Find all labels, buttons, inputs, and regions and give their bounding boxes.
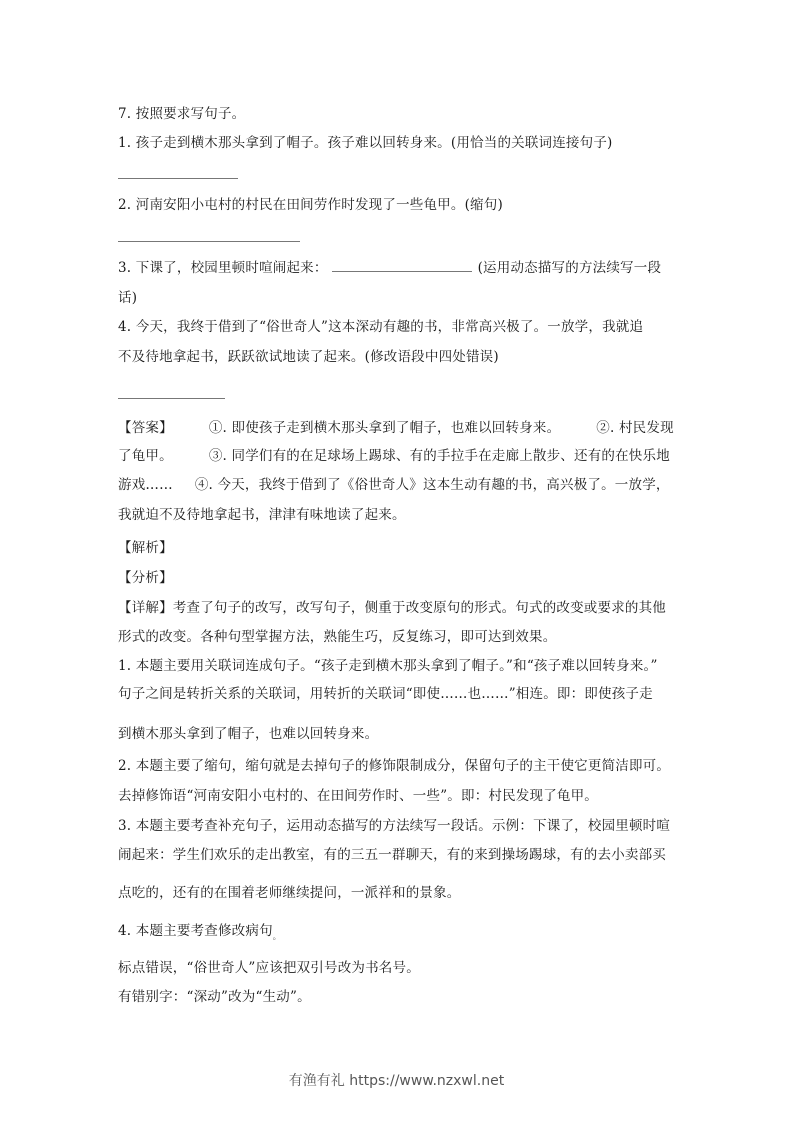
- explanation-2-line-1: 2. 本题主要了缩句，缩句就是去掉句子的修饰限制成分，保留句子的主干使它更简洁即可。: [118, 758, 671, 774]
- answer-line-1: [118, 419, 678, 437]
- answer-3-part-1: ③. 同学们有的在足球场上踢球、有的手拉手在走廊上散步、还有的在快乐地: [208, 448, 670, 464]
- answer-line-4: 我就迫不及待地拿起书，津津有味地读了起来。: [118, 507, 406, 523]
- question-item-4-line-2: 不及待地拿起书，跃跃欲试地读了起来。(修改语段中四处错误): [118, 349, 499, 365]
- question-item-3-prefix: 3. 下课了，校园里顿时喧闹起来：: [118, 260, 328, 276]
- explanation-1-line-3: 到横木那头拿到了帽子，也难以回转身来。: [118, 726, 379, 742]
- detail-text-1: 考查了句子的改写，改写句子，侧重于改变原句的形式。句式的改变或要求的其他: [172, 600, 667, 616]
- answer-label: 【答案】: [118, 420, 173, 436]
- answer-blank-line-1: [118, 178, 238, 179]
- question-item-3: [118, 259, 678, 277]
- explanation-4-line-3: 有错别字：“深动”改为“生动”。: [118, 989, 311, 1005]
- explanation-4-line-2: 标点错误，“俗世奇人”应该把双引号改为书名号。: [118, 960, 420, 976]
- answer-2-part-1: ②. 村民发现: [596, 420, 674, 436]
- answer-2-part-2: 了龟甲。: [118, 448, 173, 464]
- answer-blank-line-4: [118, 398, 225, 399]
- inline-blank-field: [332, 259, 472, 272]
- period-mark: 。: [272, 932, 281, 941]
- question-item-3-suffix: (运用动态描写的方法续写一段: [477, 260, 662, 276]
- question-item-2: 2. 河南安阳小屯村的村民在田间劳作时发现了一些龟甲。(缩句): [118, 197, 503, 213]
- detail-line-1: [118, 599, 678, 617]
- answer-line-2: [118, 447, 678, 465]
- answer-blank-line-2: [118, 241, 300, 242]
- answer-1: ①. 即使孩子走到横木那头拿到了帽子，也难以回转身来。: [208, 420, 561, 436]
- question-title: 7. 按照要求写句子。: [118, 106, 246, 122]
- answer-3-part-2: 游戏……: [118, 477, 173, 493]
- explanation-3-line-1: 3. 本题主要考查补充句子，运用动态描写的方法续写一段话。示例：下课了，校园里顿时喧: [118, 818, 671, 834]
- detail-line-2: 形式的改变。各种句型掌握方法，熟能生巧，反复练习，即可达到效果。: [118, 629, 557, 645]
- explanation-4-text: 4. 本题主要考查修改病句: [118, 923, 273, 939]
- question-item-1: 1. 孩子走到横木那头拿到了帽子。孩子难以回转身来。(用恰当的关联词连接句子): [118, 135, 613, 151]
- explanation-1-line-2: 句子之间是转折关系的关联词，用转折的关联词“即使……也……”相连。即：即使孩子走: [118, 686, 653, 702]
- analysis-label: 【解析】: [118, 540, 173, 556]
- explanation-1-line-1: 1. 本题主要用关联词连成句子。“孩子走到横木那头拿到了帽子。”和“孩子难以回转身来。”: [118, 658, 658, 674]
- footer-watermark: 有渔有礼 https://www.nzxwl.net: [288, 1073, 505, 1089]
- answer-line-3: [118, 476, 678, 494]
- explanation-4-line-1: [118, 922, 678, 946]
- question-item-4-line-1: 4. 今天，我终于借到了“俗世奇人”这本深动有趣的书，非常高兴极了。一放学，我就追: [118, 319, 644, 335]
- explanation-3-line-3: 点吃的，还有的在围着老师继续提问，一派祥和的景象。: [118, 885, 461, 901]
- explanation-3-line-2: 闹起来：学生们欢乐的走出教室，有的三五一群聊天，有的来到操场踢球，有的去小卖部买: [118, 847, 666, 863]
- detail-label: 【详解】: [118, 600, 173, 616]
- explanation-2-line-2: 去掉修饰语“河南安阳小屯村的、在田间劳作时、一些”。即：村民发现了龟甲。: [118, 788, 599, 804]
- answer-4-part-1: ④. 今天，我终于借到了《俗世奇人》这本生动有趣的书，高兴极了。一放学，: [194, 477, 670, 493]
- question-item-3-continued: 话): [118, 290, 138, 306]
- analysis-fenxi-label: 【分析】: [118, 570, 173, 586]
